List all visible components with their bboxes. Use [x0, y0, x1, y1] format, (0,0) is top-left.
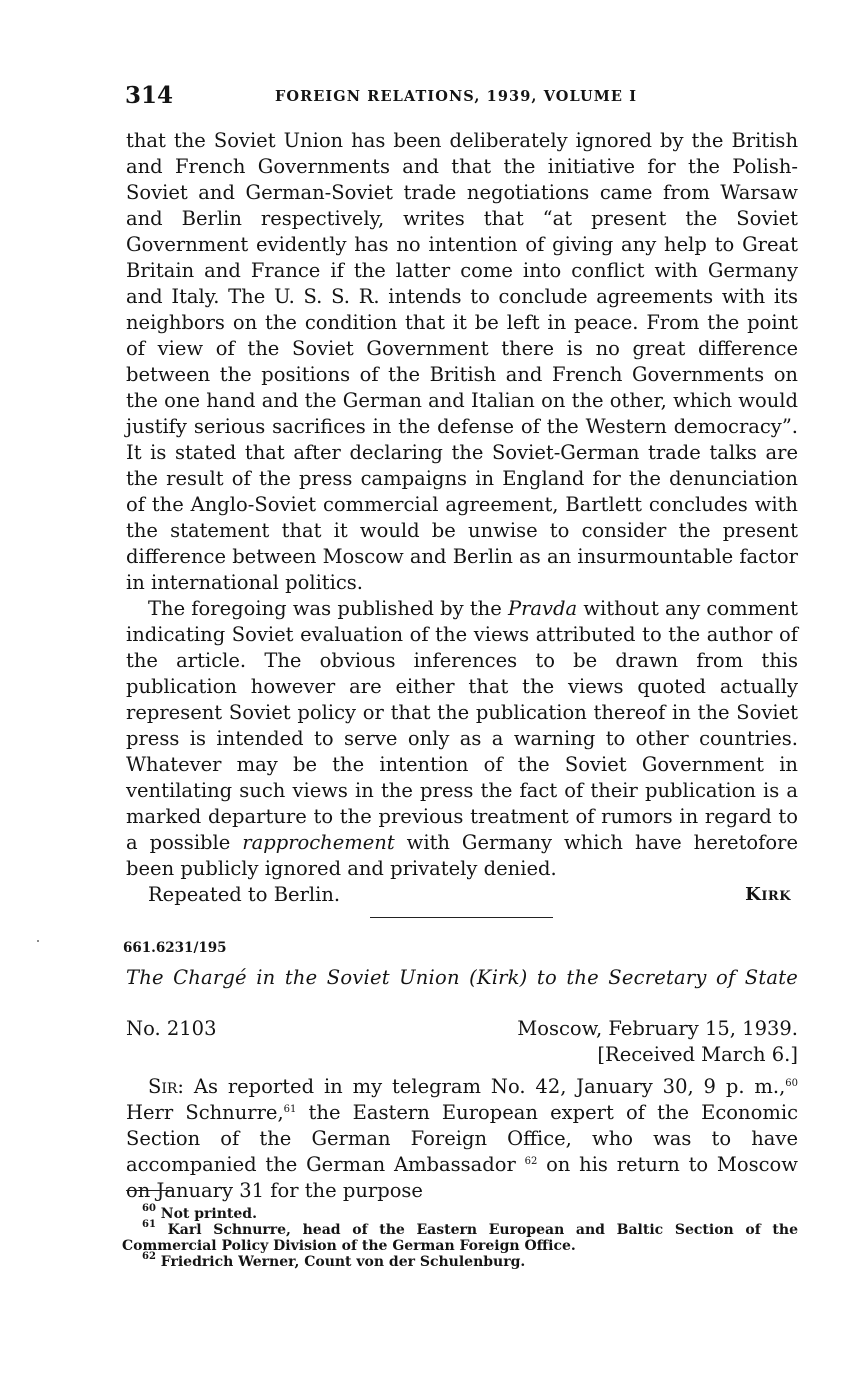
- footnote-ref-60[interactable]: 60: [785, 1078, 798, 1089]
- footnote-divider: [126, 1190, 174, 1191]
- page-header: [125, 82, 797, 112]
- footnote-ref-61[interactable]: 61: [283, 1104, 297, 1115]
- dispatch-number: No. 2103: [126, 1017, 217, 1040]
- footnote-62: $^{62}$ Friedrich Werner, Count von der Schulenburg.: [142, 1251, 526, 1270]
- dispatch-body: [126, 1074, 798, 1204]
- pravda-italic: Pravda: [507, 597, 578, 620]
- signature-kirk: Kirk: [745, 884, 791, 905]
- paragraph-pravda-publication: The foregoing was published by the Pravda without any comment indicating Soviet evaluation of the views attributed to the author of the article. The obvious inferences to be drawn from this publication however are either that the views quoted actually represent Soviet policy or that the publication thereof in the Soviet press is intended to serve only as a warning to other countries. Whatever may be the intention of the Soviet Government in ventilating such views in the press the fact of their publication is a marked departure to the previous treatment of rumors in regard to a possible rapprochement with Germany which have heretofore been publicly ignored and privately denied.: [126, 597, 799, 880]
- paragraph-repeated-to-berlin: Repeated to Berlin.: [148, 883, 341, 906]
- received-date: [Received March 6.]: [597, 1043, 798, 1066]
- footnote-ref-62[interactable]: 62: [524, 1156, 538, 1167]
- salutation: Sir:: [148, 1075, 184, 1098]
- footnotes: [122, 1203, 798, 1270]
- section-divider: [370, 917, 553, 918]
- file-number: 661.6231/195: [123, 940, 227, 956]
- continued-dispatch-text: [126, 128, 798, 908]
- footnote-61: $^{61}$ Karl Schnurre, head of the Eastern European and Baltic Section of the Commercial Policy Division of the German Foreign Office.: [122, 1219, 798, 1254]
- paragraph-schnurre: Sir: As reported in my telegram No. 42, January 30, 9 p. m.,$^{60}$ Herr Schnurre,$^{61}$ the Eastern European expert of the Economic Section of the German Foreign Office, who was to have accompanied the German Ambassador $^{62}$ on his return to Moscow on January 31 for the purpose: [126, 1075, 798, 1202]
- document-title: The Chargé in the Soviet Union (Kirk) to the Secretary of State: [126, 966, 798, 989]
- footnote-60: $^{60}$ Not printed.: [142, 1203, 257, 1222]
- running-head: FOREIGN RELATIONS, 1939, VOLUME I: [275, 88, 638, 105]
- margin-speck: [37, 940, 39, 942]
- rapprochement-italic: rapprochement: [242, 831, 395, 854]
- paragraph-bartlett-article: that the Soviet Union has been deliberately ignored by the British and French Governments and that the initiative for the Polish-Soviet and German-Soviet trade negotiations came from Warsaw and Berlin respectively, writes that “at present the Soviet Government evidently has no intention of giving any help to Great Britain and France if the latter come into conflict with Germany and Italy. The U. S. S. R. intends to conclude agreements with its neighbors on the condition that it be left in peace. From the point of view of the Soviet Government there is no great difference between the positions of the British and French Governments on the one hand and the German and Italian on the other, which would justify serious sacrifices in the defense of the Western democracy”. It is stated that after declaring the Soviet-German trade talks are the result of the press campaigns in England for the denunciation of the Anglo-Soviet commercial agreement, Bartlett concludes with the statement that it would be unwise to consider the present difference between Moscow and Berlin as an insurmountable factor in international politics.: [126, 129, 798, 594]
- page-number: 314: [125, 82, 174, 109]
- dispatch-date: Moscow, February 15, 1939.: [517, 1017, 798, 1040]
